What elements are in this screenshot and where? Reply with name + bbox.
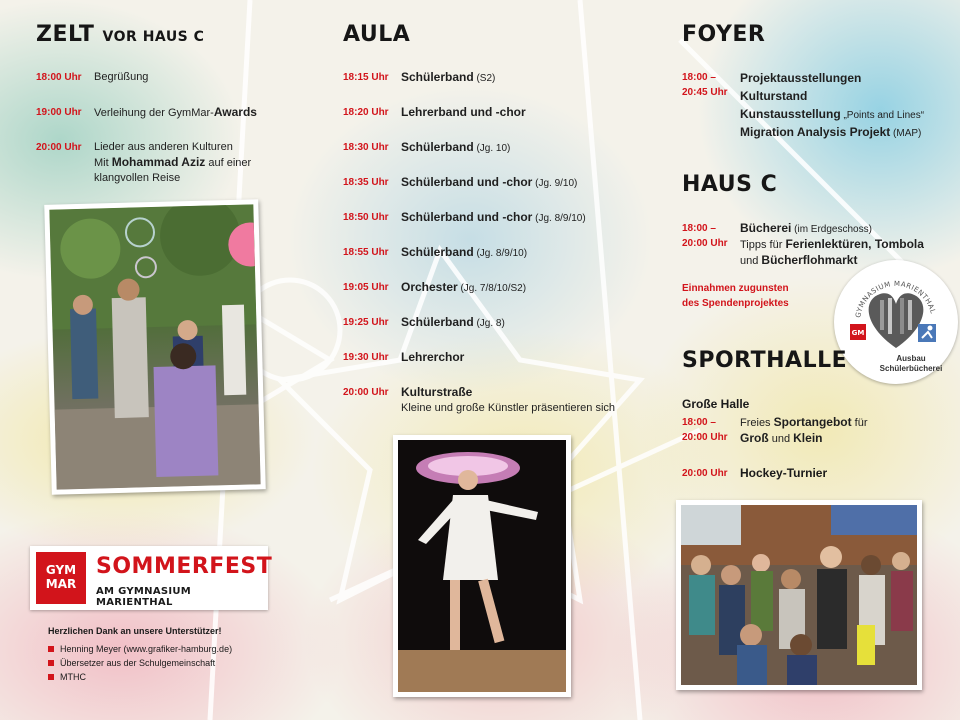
sporthalle-item-hockey — [682, 466, 827, 481]
aula-performer: Lehrerband und -chor — [401, 105, 526, 119]
thanks-item — [48, 670, 232, 684]
aula-time: 18:55 Uhr — [343, 247, 389, 258]
foyer-item — [682, 70, 924, 142]
foyer-note: (MAP) — [890, 128, 922, 139]
aula-time: 18:50 Uhr — [343, 212, 389, 223]
zelt-time: 18:00 Uhr — [36, 72, 82, 83]
foyer-heading: FOYER — [682, 22, 766, 47]
aula-heading: AULA — [343, 22, 411, 47]
haus-c-line: Tipps für — [740, 239, 786, 251]
aula-performer: Schülerband und -chor — [401, 210, 533, 224]
thanks-item — [48, 656, 232, 670]
donation-note — [682, 281, 789, 311]
zelt-time: 20:00 Uhr — [36, 142, 82, 153]
gymmar-logo-mark — [36, 552, 86, 604]
aula-note: (S2) — [473, 73, 496, 84]
zelt-desc-line: klangvollen Reise — [94, 172, 181, 184]
aula-time: 18:35 Uhr — [343, 177, 389, 188]
zelt-time: 19:00 Uhr — [36, 107, 82, 118]
sporthalle-line-bold: Groß — [740, 431, 769, 445]
sporthalle-time-end: 20:00 Uhr — [682, 432, 728, 443]
aula-performer: Schülerband und -chor — [401, 175, 533, 189]
zelt-desc: Begrüßung — [94, 71, 149, 83]
sporthalle-time: 20:00 Uhr — [682, 468, 728, 479]
performer-name: Mohammad Aziz — [111, 155, 206, 169]
aula-item — [343, 280, 526, 296]
foyer-line: Projektausstellungen — [740, 71, 862, 85]
sporthalle-line: und — [768, 433, 794, 445]
aula-item — [343, 385, 615, 416]
zelt-desc-line: auf einer — [205, 157, 252, 169]
aula-time: 18:30 Uhr — [343, 142, 389, 153]
zelt-item-1 — [36, 70, 148, 85]
schuelerbuecherei-badge — [834, 260, 958, 384]
aula-performer: Schülerband — [401, 70, 474, 84]
aula-performer: Kulturstraße — [401, 385, 473, 399]
aula-note: (Jg. 8/9/10) — [473, 248, 528, 259]
sporthalle-heading: SPORTHALLE — [682, 348, 848, 373]
sporthalle-line-bold: Sportangebot — [773, 415, 852, 429]
aula-note: (Jg. 10) — [473, 143, 511, 154]
haus-c-note: (im Erdgeschoss) — [791, 224, 872, 235]
thanks-section — [48, 624, 232, 684]
aula-performer: Schülerband — [401, 140, 474, 154]
foyer-line: Kunstausstellung — [740, 107, 841, 121]
photo-kids-bubbles — [44, 199, 266, 495]
bullet-icon — [48, 674, 54, 680]
aula-time: 20:00 Uhr — [343, 387, 389, 398]
zelt-heading — [36, 22, 204, 47]
sporthalle-time-start: 18:00 – — [682, 417, 716, 428]
aula-time: 19:05 Uhr — [343, 282, 389, 293]
photo-dancer — [393, 435, 571, 697]
bullet-icon — [48, 646, 54, 652]
aula-item — [343, 70, 495, 86]
thanks-item — [48, 642, 232, 656]
sporthalle-line-bold: Klein — [793, 431, 823, 445]
thanks-item-text: MTHC — [60, 672, 86, 682]
aula-time: 18:20 Uhr — [343, 107, 389, 118]
badge-arc-text: GYMNASIUM MARIENTHAL — [854, 279, 938, 319]
aula-subline: Kleine und große Künstler präsentieren sich — [401, 402, 616, 414]
donation-note-line: Einnahmen zugunsten — [682, 283, 789, 294]
aula-item — [343, 140, 510, 156]
aula-performer: Orchester — [401, 280, 458, 294]
logo-title: SOMMERFEST — [96, 554, 273, 579]
badge-label: Ausbau — [896, 354, 926, 363]
sporthalle-line-bold: Hockey-Turnier — [740, 466, 828, 480]
haus-c-line: Bücherei — [740, 221, 792, 235]
sommerfest-logo — [30, 546, 273, 610]
haus-c-time-end: 20:00 Uhr — [682, 238, 728, 249]
zelt-item-2 — [36, 105, 257, 121]
haus-c-line: und — [740, 255, 762, 267]
thanks-item-text: Henning Meyer (www.grafiker-hamburg.de) — [60, 644, 233, 654]
aula-performer: Lehrerchor — [401, 350, 465, 364]
zelt-desc-line: Mit — [94, 157, 112, 169]
foyer-line: Migration Analysis Projekt — [740, 125, 891, 139]
haus-c-line-bold: Bücherflohmarkt — [761, 253, 858, 267]
zelt-item-3 — [36, 140, 251, 186]
zelt-desc: Verleihung der GymMar- — [94, 107, 214, 119]
logo-mark-line: MAR — [45, 577, 77, 591]
thanks-heading: Herzlichen Dank an unsere Unterstützer! — [48, 626, 222, 636]
bullet-icon — [48, 660, 54, 666]
aula-item — [343, 175, 577, 191]
donation-note-line: des Spendenprojektes — [682, 298, 789, 309]
foyer-time-start: 18:00 – — [682, 72, 716, 83]
foyer-note: „Points and Lines“ — [840, 110, 925, 121]
haus-c-heading: HAUS C — [682, 172, 778, 197]
aula-note: (Jg. 7/8/10/S2) — [457, 283, 527, 294]
aula-note: (Jg. 8) — [473, 318, 505, 329]
zelt-desc-line: Lieder aus anderen Kulturen — [94, 141, 233, 153]
zelt-subtitle: VOR HAUS C — [102, 29, 205, 45]
aula-item — [343, 245, 527, 261]
aula-time: 18:15 Uhr — [343, 72, 389, 83]
logo-mark-line: GYM — [45, 563, 77, 577]
logo-subtitle: AM GYMNASIUM MARIENTHAL — [96, 586, 192, 608]
aula-item — [343, 210, 586, 226]
sporthalle-subtitle: Große Halle — [682, 397, 750, 411]
aula-performer: Schülerband — [401, 315, 474, 329]
zelt-desc-bold: Awards — [213, 105, 257, 119]
sporthalle-line: Freies — [740, 417, 774, 429]
thanks-item-text: Übersetzer aus der Schulgemeinschaft — [60, 658, 216, 668]
haus-c-time-start: 18:00 – — [682, 223, 716, 234]
foyer-line: Kulturstand — [740, 89, 808, 103]
aula-item — [343, 105, 526, 121]
zelt-title: ZELT — [36, 22, 95, 47]
aula-note: (Jg. 8/9/10) — [532, 213, 586, 224]
aula-performer: Schülerband — [401, 245, 474, 259]
aula-item — [343, 315, 505, 331]
aula-note: (Jg. 9/10) — [532, 178, 578, 189]
sporthalle-item — [682, 415, 868, 447]
badge-label: Schülerbücherei — [879, 364, 943, 373]
aula-time: 19:30 Uhr — [343, 352, 389, 363]
aula-item — [343, 350, 464, 366]
photo-crowd — [676, 500, 922, 690]
aula-time: 19:25 Uhr — [343, 317, 389, 328]
haus-c-line-bold: Ferienlektüren, Tombola — [785, 237, 924, 251]
sporthalle-line: für — [851, 417, 868, 429]
svg-text:GM: GM — [851, 329, 865, 337]
foyer-time-end: 20:45 Uhr — [682, 87, 728, 98]
